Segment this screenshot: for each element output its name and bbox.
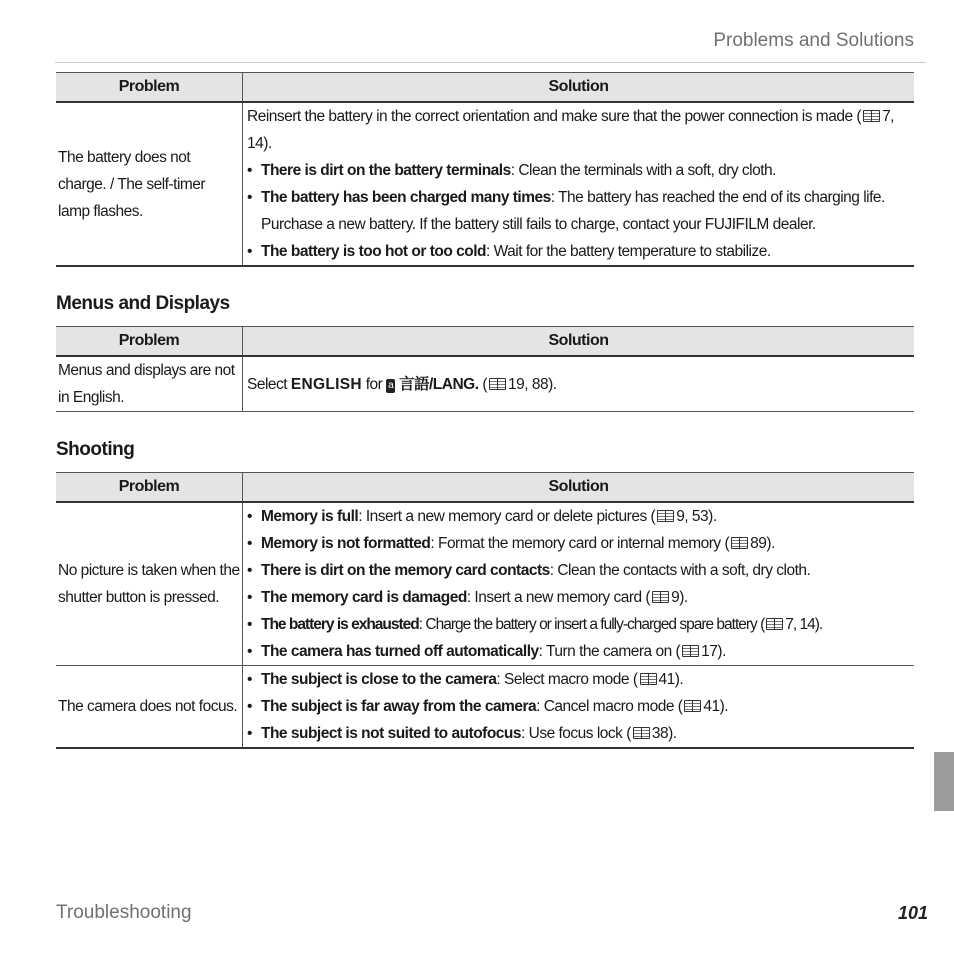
solution-column-header: Solution [243, 327, 915, 357]
solution-cell [243, 102, 915, 266]
book-icon [731, 537, 748, 549]
solution-bullet: • The memory card is damaged: Insert a new memory card ( 9). [247, 589, 688, 606]
solution-cell [243, 502, 915, 666]
table-header-row [56, 327, 914, 357]
book-icon [684, 700, 701, 712]
solution-bullet: • The subject is not suited to autofocus: Use focus lock ( 38). [247, 725, 677, 742]
problem-column-header: Problem [56, 73, 243, 103]
problem-cell: The camera does not focus. [56, 666, 243, 749]
solution-cell [243, 666, 915, 749]
solution-bullet: • Memory is not formatted: Format the memory card or internal memory ( 89). [247, 535, 775, 552]
page-reference: 19, 88). [508, 375, 557, 393]
table-row [56, 666, 914, 749]
solution-bullet: • The battery is too hot or too cold: Wait for the battery temperature to stabilize. [247, 243, 771, 260]
language-menu-icon: a [388, 379, 394, 391]
page-reference: 7, 14). [247, 108, 894, 152]
solution-column-header: Solution [243, 473, 915, 503]
table-row [56, 502, 914, 666]
solution-bullet: • There is dirt on the battery terminals: Clean the terminals with a soft, dry cloth. [247, 162, 776, 179]
table-header-row [56, 473, 914, 503]
book-icon [633, 727, 650, 739]
problem-cell: Menus and displays are not in English. [56, 356, 243, 412]
problem-column-header: Problem [56, 327, 243, 357]
solution-column-header: Solution [243, 73, 915, 103]
header-divider [55, 62, 926, 63]
table-header-row [56, 73, 914, 103]
book-icon [640, 673, 657, 685]
book-icon [657, 510, 674, 522]
battery-problems-table [56, 72, 914, 267]
book-icon [682, 645, 699, 657]
problem-column-header: Problem [56, 473, 243, 503]
problem-cell: The battery does not charge. / The self-timer lamp flashes. [56, 102, 243, 266]
problem-cell: No picture is taken when the shutter button is pressed. [56, 502, 243, 666]
section-title-shooting: Shooting [56, 439, 135, 460]
chapter-side-tab [934, 752, 954, 811]
solution-cell: Select ENGLISH for a 言語/LANG. ( 19, 88). [243, 356, 915, 412]
solution-bullet: • Memory is full: Insert a new memory card or delete pictures ( 9, 53). [247, 508, 717, 525]
language-option: ENGLISH [290, 375, 362, 393]
menu-item-name: 言語/LANG. [399, 375, 479, 393]
solution-bullet: • The subject is far away from the camera: Cancel macro mode ( 41). [247, 698, 729, 715]
solution-bullet: • The subject is close to the camera: Select macro mode ( 41). [247, 671, 684, 688]
page-number: 101 [897, 903, 928, 923]
section-title-menus: Menus and Displays [56, 293, 230, 314]
solution-bullet: • There is dirt on the memory card contacts: Clean the contacts with a soft, dry cloth. [247, 562, 811, 579]
table-row [56, 356, 914, 412]
shooting-problems-table [56, 472, 914, 749]
book-icon [489, 378, 506, 390]
solution-bullet: • The camera has turned off automatically: Turn the camera on ( 17). [247, 643, 726, 660]
book-icon [863, 110, 880, 122]
page-header-title: Problems and Solutions [713, 30, 914, 51]
solution-bullet: • The battery has been charged many times: The battery has reached the end of its charging life. Purchase a new battery. If the battery still fails to charge, contact your FUJIFILM dealer. [247, 189, 885, 233]
menus-problems-table [56, 326, 914, 412]
book-icon [766, 618, 783, 630]
footer-section-name: Troubleshooting [56, 902, 192, 923]
book-icon [652, 591, 669, 603]
table-row [56, 102, 914, 266]
solution-intro: Reinsert the battery in the correct orientation and make sure that the power connection is made ( 7, 14). [247, 108, 894, 152]
solution-bullet: • The battery is exhausted: Charge the battery or insert a fully-charged spare battery ( 7, 14). [247, 616, 823, 633]
